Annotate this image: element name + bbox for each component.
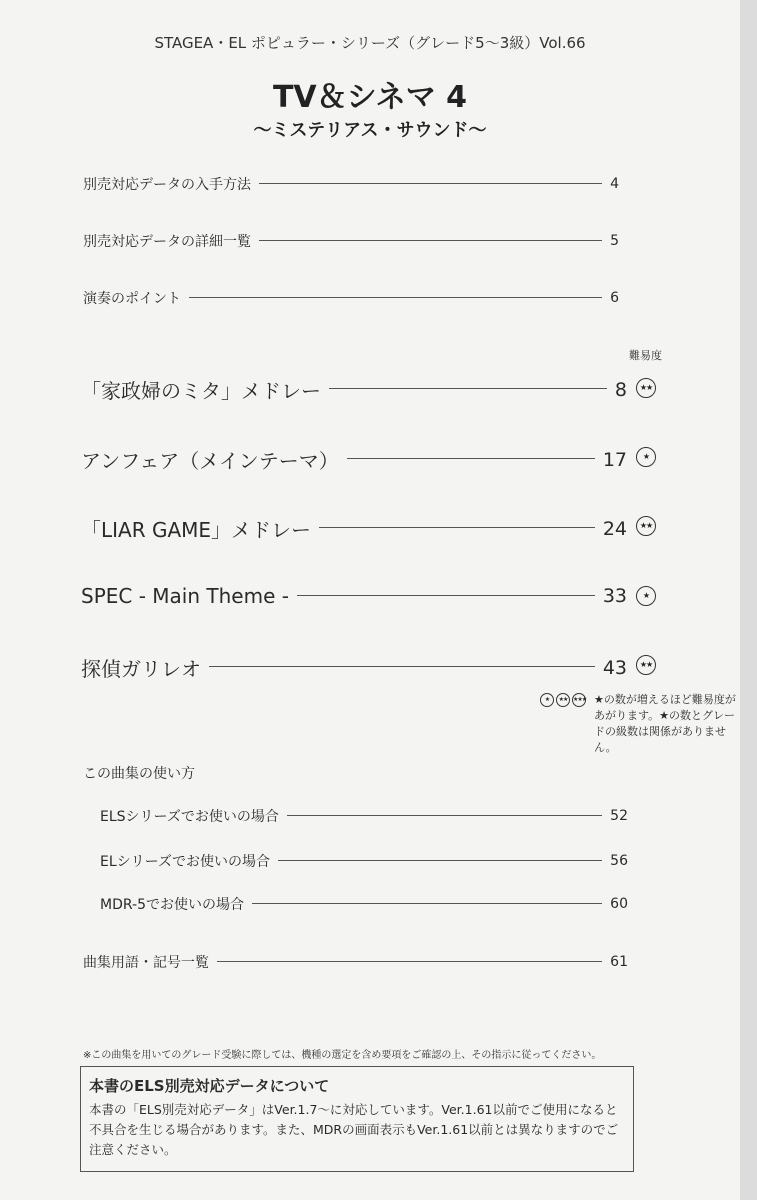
star-icon: ★★★ — [572, 693, 586, 707]
toc-page: 4 — [610, 176, 619, 192]
song-title: アンフェア（メインテーマ） — [81, 449, 339, 473]
leader-line — [329, 388, 607, 389]
song-page: 8 — [614, 378, 627, 401]
leader-line — [189, 297, 602, 298]
notice-box — [80, 1066, 634, 1172]
leader-line — [259, 183, 602, 184]
leader-line — [278, 860, 602, 861]
difficulty-legend-icons — [540, 693, 586, 707]
toc-label: ELSシリーズでお使いの場合 — [100, 809, 279, 825]
toc-row[interactable] — [83, 288, 619, 308]
book-subtitle: 〜ミステリアス・サウンド〜 — [253, 120, 487, 141]
difficulty-badge: ★ — [636, 447, 656, 467]
difficulty-badge: ★★ — [636, 516, 656, 536]
book-title: TV＆シネマ 4 — [272, 80, 468, 115]
leader-line — [347, 458, 595, 459]
toc-row[interactable] — [100, 894, 628, 914]
difficulty-badge: ★★ — [636, 378, 656, 398]
difficulty-badge: ★ — [636, 586, 656, 606]
usage-section-title: この曲集の使い方 — [83, 766, 195, 782]
toc-row[interactable] — [83, 174, 619, 194]
leader-line — [319, 527, 595, 528]
song-row[interactable] — [81, 375, 627, 404]
toc-label: 別売対応データの入手方法 — [83, 177, 251, 193]
difficulty-label: 難易度 — [629, 349, 662, 362]
toc-page: 6 — [610, 290, 619, 306]
song-page: 43 — [602, 656, 627, 679]
toc-row[interactable] — [100, 851, 628, 871]
song-page: 33 — [602, 585, 627, 607]
toc-label: 演奏のポイント — [83, 291, 181, 307]
star-icon: ★ — [540, 693, 554, 707]
leader-line — [252, 903, 602, 904]
difficulty-badge: ★★ — [636, 655, 656, 675]
song-row[interactable] — [81, 653, 627, 682]
leader-line — [287, 815, 602, 816]
song-title: SPEC - Main Theme - — [81, 584, 289, 608]
song-row[interactable] — [81, 514, 627, 543]
series-header: STAGEA・EL ポピュラー・シリーズ（グレード5〜3級）Vol.66 — [154, 34, 586, 52]
toc-page: 52 — [610, 808, 628, 824]
song-page: 17 — [602, 448, 627, 471]
toc-row[interactable] — [100, 806, 628, 826]
toc-label: 曲集用語・記号一覧 — [83, 955, 209, 971]
song-page: 24 — [602, 517, 627, 540]
toc-page: 60 — [610, 896, 628, 912]
toc-row[interactable] — [83, 952, 628, 972]
song-row[interactable] — [81, 445, 627, 474]
toc-page: 56 — [610, 853, 628, 869]
leader-line — [217, 961, 602, 962]
toc-page: 61 — [610, 954, 628, 970]
difficulty-legend-text: ★の数が増えるほど難易度があがります。★の数とグレードの級数は関係がありません。 — [594, 693, 736, 754]
song-title: 探偵ガリレオ — [81, 657, 201, 681]
toc-label: 別売対応データの詳細一覧 — [83, 234, 251, 250]
toc-page: 5 — [610, 233, 619, 249]
song-row[interactable] — [81, 584, 627, 608]
notice-title: 本書のELS別売対応データについて — [89, 1077, 330, 1095]
leader-line — [297, 595, 595, 596]
leader-line — [259, 240, 602, 241]
song-title: 「LIAR GAME」メドレー — [81, 518, 312, 542]
song-title: 「家政婦のミタ」メドレー — [81, 379, 321, 403]
star-icon: ★★ — [556, 693, 570, 707]
leader-line — [209, 666, 595, 667]
grade-exam-note: ※この曲集を用いてのグレード受験に際しては、機種の選定を含め要項をご確認の上、その指示に従ってください。 — [83, 1050, 602, 1061]
toc-label: ELシリーズでお使いの場合 — [100, 854, 270, 870]
toc-label: MDR-5でお使いの場合 — [100, 897, 244, 913]
toc-row[interactable] — [83, 231, 619, 251]
notice-body: 本書の「ELS別売対応データ」はVer.1.7〜に対応しています。Ver.1.61以前でご使用になると不具合を生じる場合があります。また、MDRの画面表示もVer.1.61以前とは異なりますのでご注意ください。 — [89, 1102, 619, 1157]
